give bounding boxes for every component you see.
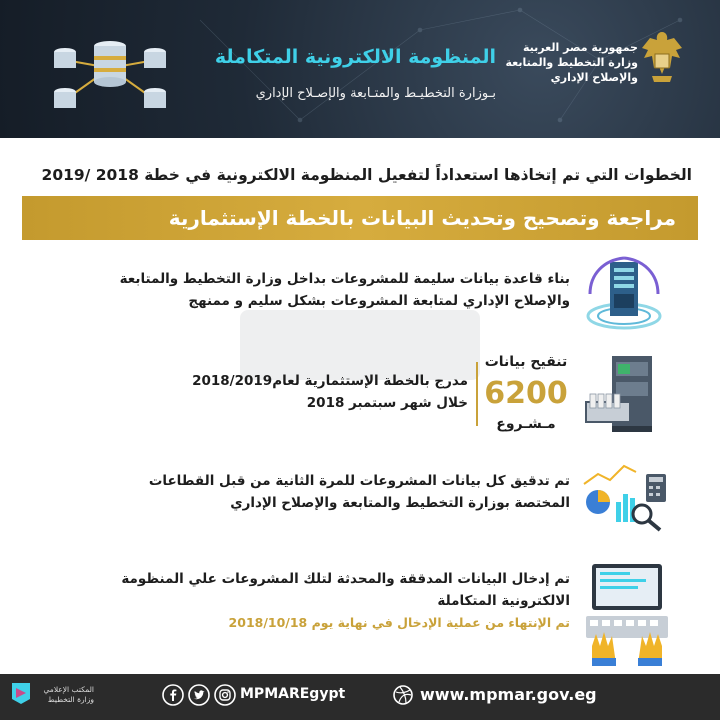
- logo-line: وزارة التخطيط: [47, 695, 94, 704]
- government-name: [505, 40, 638, 85]
- text-line: خلال شهر سبتمبر 2018: [306, 395, 468, 411]
- footer: [0, 674, 720, 720]
- divider: [476, 362, 478, 426]
- media-office-name: [34, 685, 94, 705]
- ministry-line: بـوزارة التخطيـط والمتـابعة والإصـلاح الإداري: [255, 86, 496, 101]
- text-line: تم إدخال البيانات المدققة والمحدثة لتلك المشروعات علي المنظومة: [121, 571, 570, 587]
- gov-line: جمهورية مصر العربية: [523, 41, 638, 54]
- instagram-icon[interactable]: [214, 684, 236, 706]
- twitter-icon[interactable]: [188, 684, 210, 706]
- globe-icon: [392, 684, 414, 706]
- banner-title: مراجعة وتصحيح وتحديث البيانات بالخطة الإستثمارية: [168, 206, 676, 230]
- projects-count: 6200: [484, 376, 568, 411]
- gov-line: والإصلاح الإداري: [550, 71, 638, 84]
- text-line: الالكترونية المتكاملة: [437, 593, 570, 609]
- text-line: تم تدقيق كل بيانات المشروعات للمرة الثانية من قبل القطاعات: [148, 473, 570, 489]
- server-database-icon: [584, 254, 664, 332]
- logo-line: المكتب الإعلامي: [43, 685, 94, 694]
- social-handle[interactable]: MPMAREgypt: [240, 686, 346, 702]
- website-link[interactable]: www.mpmar.gov.eg: [420, 685, 597, 704]
- section-2-text: [192, 370, 468, 414]
- section-4-text: [80, 568, 570, 634]
- gov-line: وزارة التخطيط والمتابعة: [505, 56, 638, 69]
- text-line: مدرج بالخطة الإستثمارية لعام2018/2019: [192, 373, 468, 389]
- section-3-text: [80, 470, 570, 514]
- media-office-logo-icon: [10, 681, 32, 705]
- intro-heading: الخطوات التي تم إتخاذها استعداداً لتفعيل المنظومة الالكترونية في خطة 2018 /2019: [41, 166, 692, 184]
- section-banner: [22, 196, 698, 240]
- database-network-icon: [40, 38, 180, 118]
- projects-label: مـشـروع: [496, 416, 556, 432]
- completion-note: تم الإنتهاء من عملية الإدخال في نهاية يوم 2018/10/18: [228, 615, 570, 630]
- text-line: المختصة بوزارة التخطيط والمتابعة والإصلاح الإداري: [230, 495, 570, 511]
- filing-cabinet-icon: [582, 352, 668, 436]
- text-line: بناء قاعدة بيانات سليمة للمشروعات بداخل وزارة التخطيط والمتابعة: [119, 271, 570, 287]
- egypt-eagle-emblem-icon: [640, 28, 684, 88]
- system-title: المنظومة الالكترونية المتكاملة: [214, 46, 496, 68]
- keyboard-typing-icon: [582, 560, 672, 666]
- text-line: والإصلاح الإداري لمتابعة المشروعات بشكل سليم و ممنهج: [188, 293, 570, 309]
- data-analysis-icon: [580, 462, 672, 532]
- refine-label: تنقيح بيانات: [484, 354, 568, 370]
- facebook-icon[interactable]: [162, 684, 184, 706]
- section-1-text: [70, 268, 570, 312]
